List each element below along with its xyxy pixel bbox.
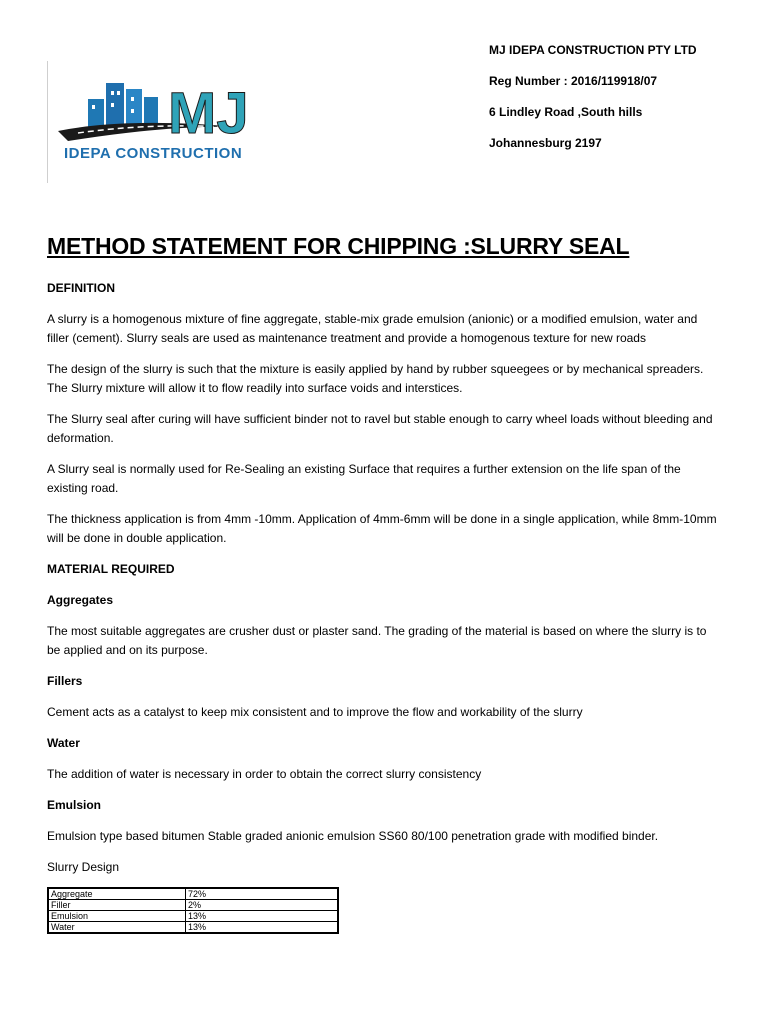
company-address-line1: 6 Lindley Road ,South hills [489,105,643,119]
table-row [48,922,338,934]
fillers-text: Cement acts as a catalyst to keep mix consistent and to improve the flow and workability of the slurry [47,705,583,719]
logo-wordmark: MJ [168,81,249,146]
water-heading: Water [47,736,80,750]
company-name: MJ IDEPA CONSTRUCTION PTY LTD [489,43,697,57]
table-row [48,911,338,922]
document-title: METHOD STATEMENT FOR CHIPPING :SLURRY SEAL [47,233,630,259]
table-cell-material: Filler [48,900,186,911]
company-reg-number: Reg Number : 2016/119918/07 [489,74,658,88]
paragraph: A Slurry seal is normally used for Re-Sealing an existing Surface that requires a further extension on the life span of the existing road. [47,462,681,495]
table-row [48,888,338,900]
water-text: The addition of water is necessary in order to obtain the correct slurry consistency [47,767,482,781]
table-cell-material: Emulsion [48,911,186,922]
paragraph: The thickness application is from 4mm -10mm. Application of 4mm-6mm will be done in a single application, while 8mm-10mm will be done in double application. [47,512,717,545]
logo-subtitle: IDEPA CONSTRUCTION [64,145,243,162]
material-required-heading: MATERIAL REQUIRED [47,562,175,576]
document-body [47,279,717,934]
table-cell-percent: 2% [186,900,339,911]
table-row [48,900,338,911]
emulsion-heading: Emulsion [47,798,102,812]
slurry-design-heading: Slurry Design [47,860,120,874]
fillers-heading: Fillers [47,674,83,688]
table-cell-material: Water [48,922,186,934]
logo-graphic [48,61,316,183]
table-cell-percent: 13% [186,911,339,922]
aggregates-text: The most suitable aggregates are crusher dust or plaster sand. The grading of the material is based on where the slurry is to be applied and on its purpose. [47,624,707,657]
company-address-line2: Johannesburg 2197 [489,136,602,150]
emulsion-text: Emulsion type based bitumen Stable graded anionic emulsion SS60 80/100 penetration grade with modified binder. [47,829,659,843]
slurry-design-table [47,887,339,934]
table-cell-percent: 13% [186,922,339,934]
company-details [489,40,759,164]
paragraph: The Slurry seal after curing will have sufficient binder not to ravel but stable enough to carry wheel loads without bleeding and deformation. [47,412,713,445]
table-cell-percent: 72% [186,888,339,900]
paragraph: A slurry is a homogenous mixture of fine aggregate, stable-mix grade emulsion (anionic) or a modified emulsion, water and filler (cement). Slurry seals are used as maintenance treatment and provide a homogenous texture for new roads [47,312,698,345]
table-cell-material: Aggregate [48,888,186,900]
buildings-icon [88,83,158,129]
definition-heading: DEFINITION [47,281,115,295]
paragraph: The design of the slurry is such that the mixture is easily applied by hand by rubber squeegees or by mechanical spreaders. The Slurry mixture will allow it to flow readily into surface voids and interstices. [47,362,704,395]
aggregates-heading: Aggregates [47,593,114,607]
company-logo [47,61,316,183]
